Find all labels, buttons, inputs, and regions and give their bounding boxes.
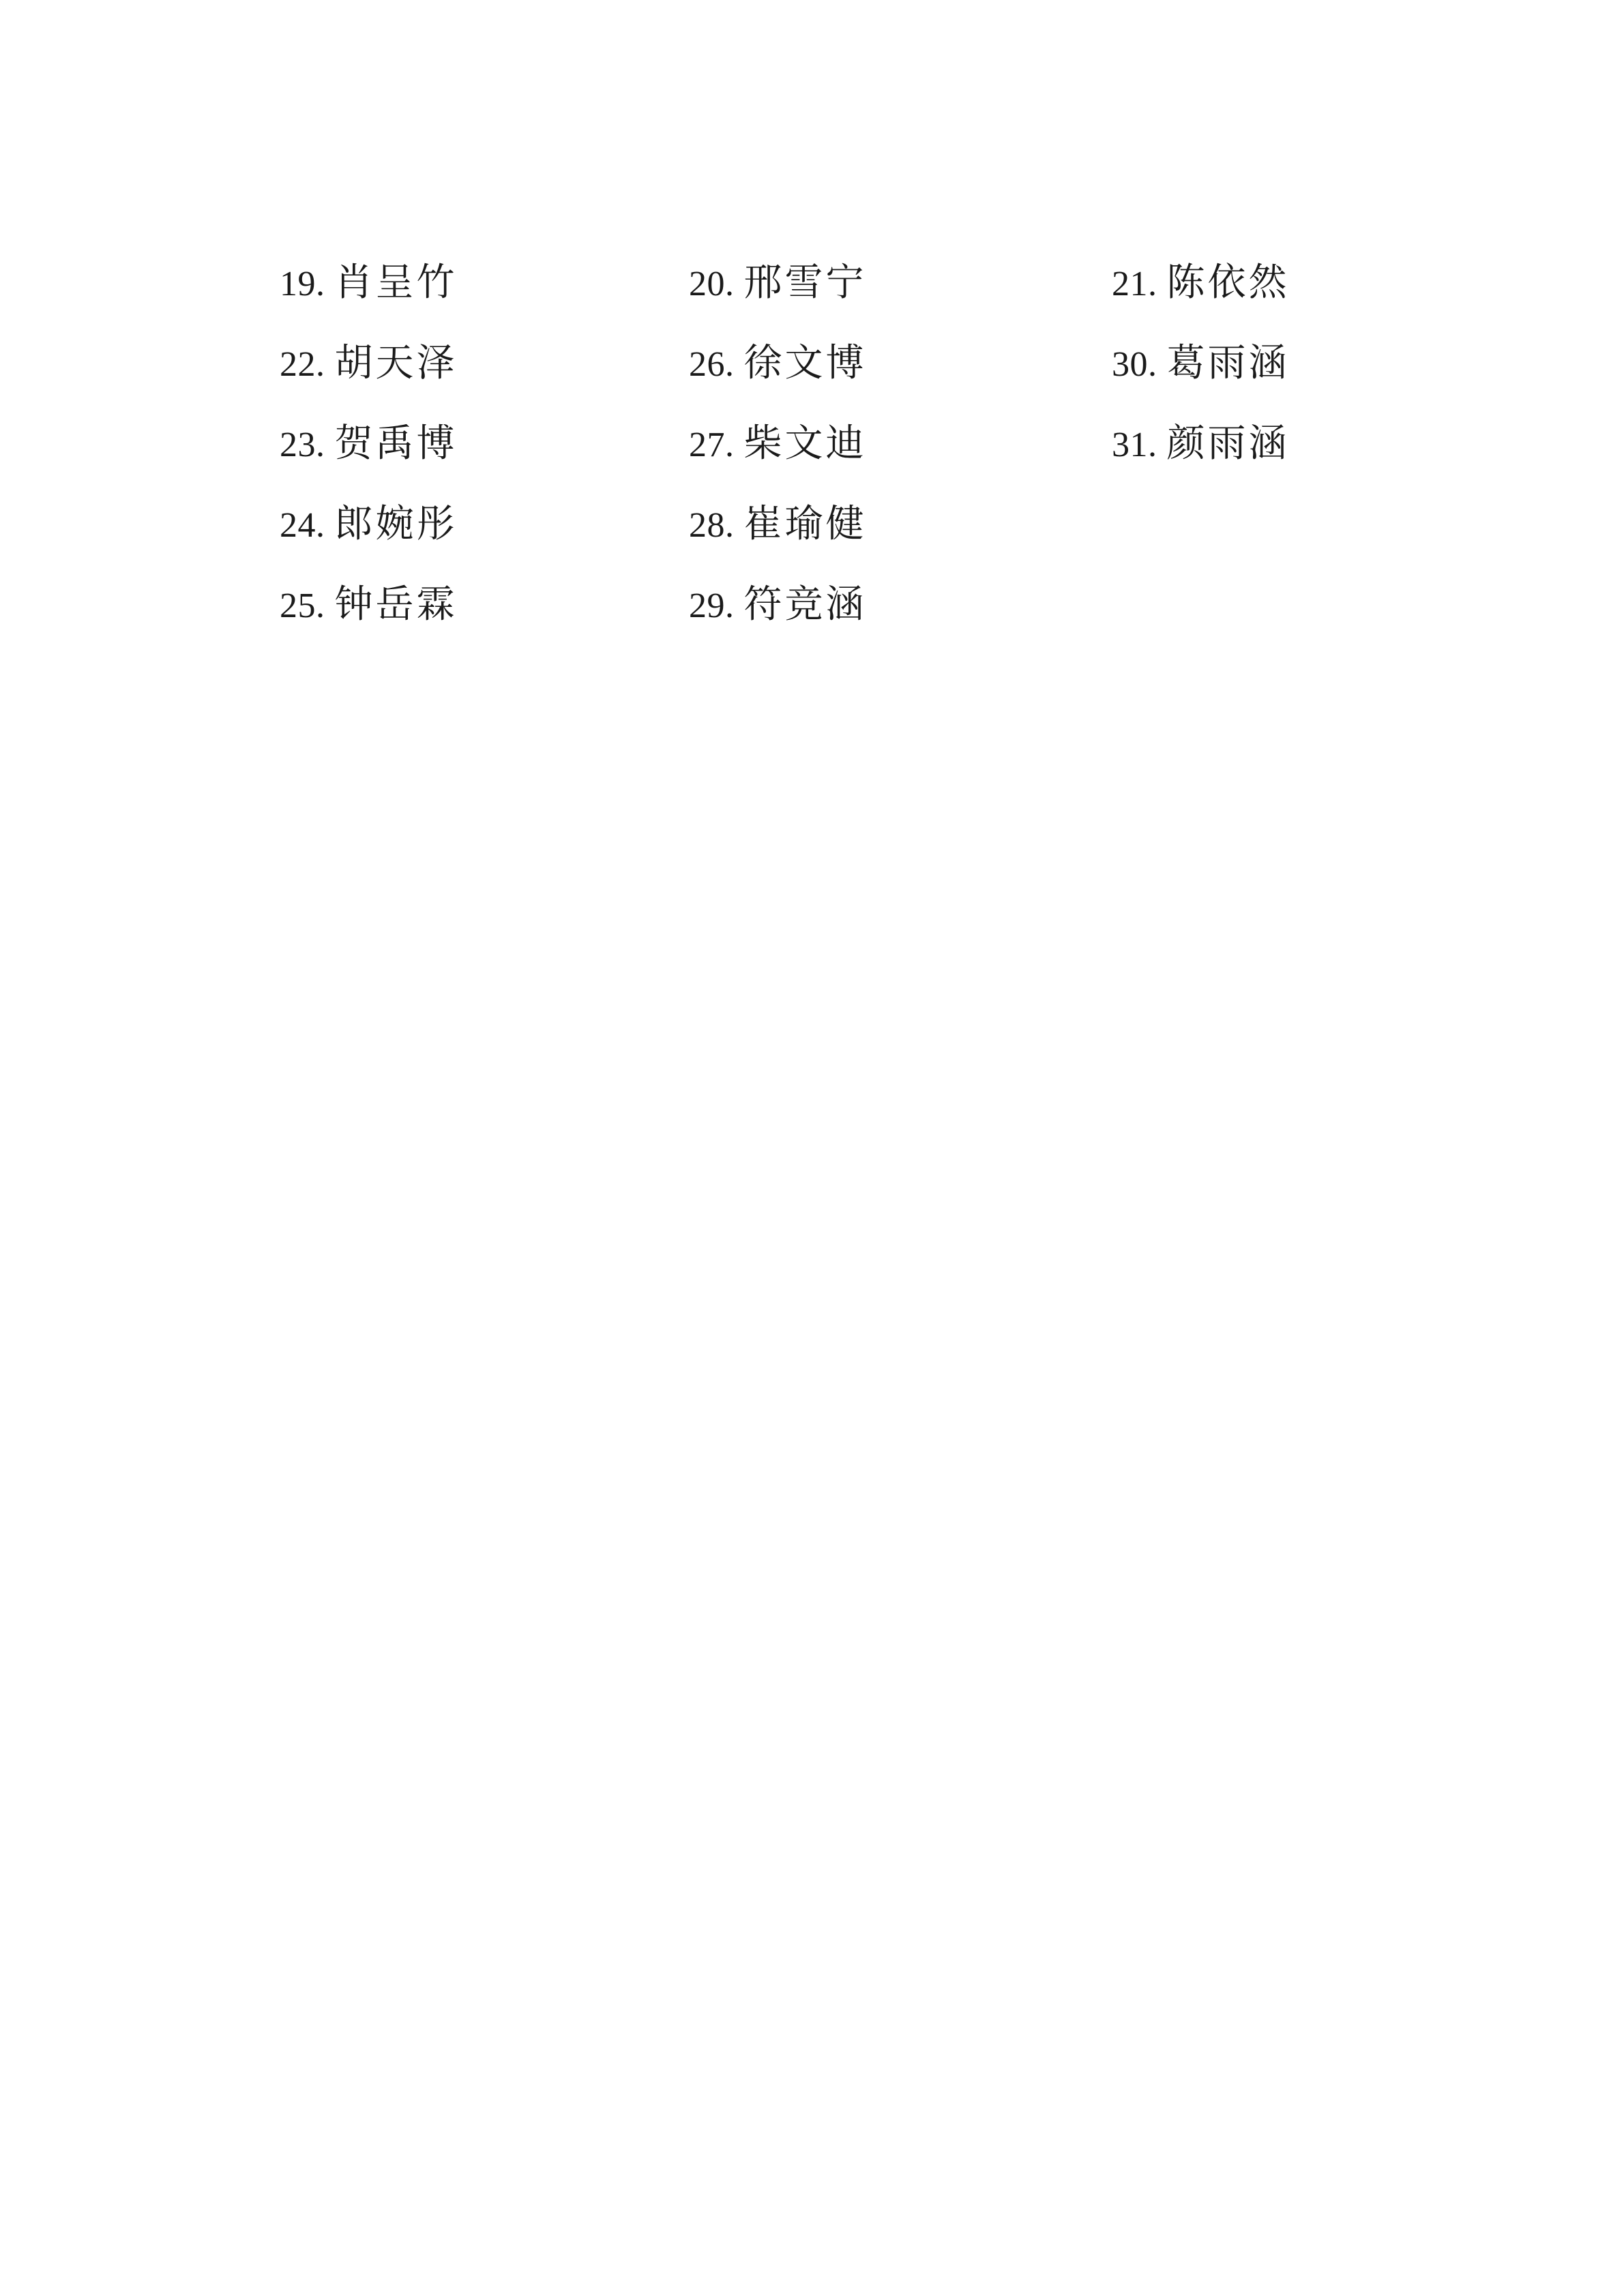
list-item-index: 27.: [689, 426, 735, 464]
list-item: [689, 574, 1112, 655]
list-item-name: 颜雨涵: [1166, 421, 1290, 466]
list-item-index: 24.: [280, 506, 325, 545]
list-item-index: 21.: [1112, 265, 1157, 303]
list-item: [689, 413, 1112, 494]
list-item-index: 26.: [689, 345, 735, 384]
list-item-name: 崔瑜健: [743, 502, 867, 546]
list-item: [1112, 413, 1398, 494]
list-item-index: 29.: [689, 586, 735, 625]
list-item-name: 胡天泽: [334, 341, 458, 385]
list-item-index: 19.: [280, 265, 325, 303]
list-item-name: 郎婉彤: [334, 502, 458, 546]
list-item: [1112, 333, 1398, 413]
list-item-index: 23.: [280, 426, 325, 464]
roster-column-2: [689, 252, 1112, 655]
list-item: [1112, 252, 1398, 333]
list-item: [689, 494, 1112, 574]
list-item-name: 贺禹博: [334, 421, 458, 466]
list-item-name: 钟岳霖: [334, 582, 458, 627]
list-item-name: 邢雪宁: [743, 260, 867, 305]
list-item: [689, 333, 1112, 413]
list-item-index: 20.: [689, 265, 735, 303]
list-item-name: 肖呈竹: [334, 260, 458, 305]
list-item: [280, 333, 689, 413]
list-item-index: 30.: [1112, 345, 1157, 384]
list-item-name: 陈依然: [1166, 260, 1290, 305]
roster-column-1: [280, 252, 689, 655]
list-item: [280, 494, 689, 574]
list-item-index: 31.: [1112, 426, 1157, 464]
name-roster: [280, 252, 1398, 655]
list-item-index: 28.: [689, 506, 735, 545]
list-item: [280, 574, 689, 655]
list-item-name: 符竞涵: [743, 582, 867, 627]
list-item: [280, 252, 689, 333]
list-item-index: 22.: [280, 345, 325, 384]
list-item: [280, 413, 689, 494]
list-item-name: 葛雨涵: [1166, 341, 1290, 385]
list-item: [689, 252, 1112, 333]
roster-column-3: [1112, 252, 1398, 494]
list-item-name: 徐文博: [743, 341, 867, 385]
list-item-name: 柴文迪: [743, 421, 867, 466]
list-item-index: 25.: [280, 586, 325, 625]
